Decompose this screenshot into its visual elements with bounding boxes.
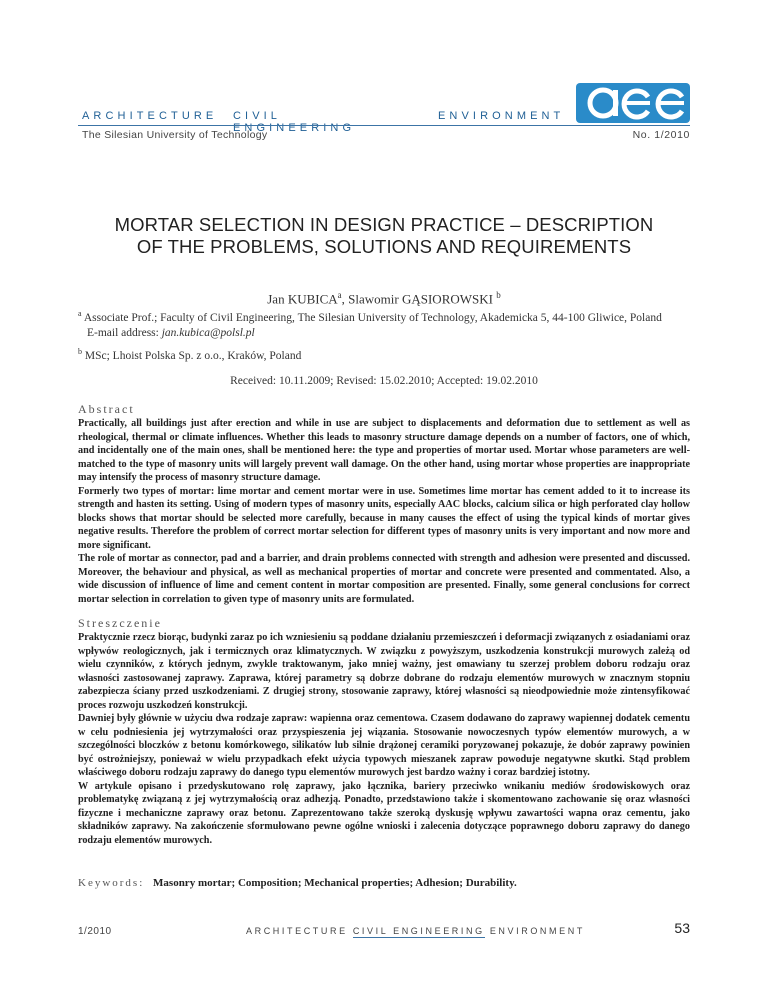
author-list: Jan KUBICA$^a$, Slawomir GĄSIOROWSKI $^b$ <box>267 290 501 307</box>
footer-word-environment: ENVIRONMENT <box>489 926 585 936</box>
streszczenie-heading: Streszczenie <box>78 616 162 630</box>
ace-logo <box>576 83 690 123</box>
university-name: The Silesian University of Technology <box>82 129 268 141</box>
affiliation-a-mark: a <box>78 309 82 318</box>
affiliation-a <box>78 306 662 341</box>
footer-word-architecture: ARCHITECTURE <box>246 926 348 936</box>
affiliation-b-mark: b <box>78 347 82 356</box>
logo-letter-e2-bar <box>658 101 684 105</box>
paper-title <box>78 214 690 258</box>
title-line-1: MORTAR SELECTION IN DESIGN PRACTICE – DESCRIPTION <box>114 214 654 235</box>
author-2-name: Slawomir GĄSIOROWSKI <box>348 291 493 307</box>
streszczenie-paragraph-1: Praktycznie rzecz biorąc, budynki zaraz po ich wzniesieniu są poddane działaniu przemieszczeń i deformacji związanych z osiadaniami oraz wpływów reologicznych, jak i termicznych oraz klimatycznych. W związku z powyższym, uszkodzenia konstrukcji murowych zależą od wielu czynników, z których jednym, zwykle traktowanym, jako mniej ważny, jest omawiany tu szerzej problem doboru rodzaju oraz własności zastosowanej zaprawy. Zaprawa, której parametry są dobrze dobrane do rodzaju elementów murowych w znacznym stopniu zabezpiecza ściany przed uszkodzeniami. Z drugiej strony, stosowanie zaprawy, której własności są nieodpowiednie może zintensyfikować proces rozwoju uszkodzeń konstrukcji. <box>78 632 690 711</box>
abstract-paragraph-3: The role of mortar as connector, pad and a barrier, and drain problems connected with strength and adhesion were presented and discussed. Moreover, the behaviour and physical, as well as mechanical properties of mortar and concrete were presented and commentated. Also, a wide discussion of influence of lime and cement content in mortar composition are presented. Finally, some general conclusions for correct mortar selection in correlation to given type of masonry units are formulated. <box>78 553 690 605</box>
email-address: jan.kubica@polsl.pl <box>161 326 255 339</box>
abstract-body <box>78 417 690 606</box>
abstract-heading: Abstract <box>78 402 135 416</box>
submission-dates: Received: 10.11.2009; Revised: 15.02.2010; Accepted: 19.02.2010 <box>230 375 538 387</box>
author-2-mark: b <box>496 290 501 300</box>
logo-letter-a-stem <box>613 90 618 116</box>
keywords <box>78 877 517 889</box>
footer-journal-name <box>246 926 585 936</box>
footer-issue: 1/2010 <box>78 926 112 937</box>
abstract-paragraph-2: Formerly two types of mortar: lime mortar and cement mortar were in use. Sometimes lime mortar has cement added to it to increase its strength and hasten its setting. Using of modern types of masonry units, especially AAC blocks, calcium silica or high perforated clay hollow blocks shows that mortar should be selected more carefully, because in many causes the effect of using the typical kinds of mortar gives negative results. Therefore the problem of correct mortar selection for different types of masonry units is very important and now more and more significant. <box>78 485 690 551</box>
streszczenie-paragraph-2: Dawniej były głównie w użyciu dwa rodzaje zapraw: wapienna oraz cementowa. Czasem dodawano do zaprawy wapiennej dodatek cementu w celu podniesienia jej wytrzymałości oraz przyspieszenia jej wiązania. Stosowanie nowoczesnych typów elementów murowych, a w szczególności bloczków z betonu komórkowego, silikatów lub silnie drążonej ceramiki poryzowanej pokazuje, że dobór zaprawy powinien być ostrożniejszy, ponieważ w wielu przypadkach efekt użycia typowych mieszanek zapraw powoduje negatywne skutki. Stąd problem właściwego doboru rodzaju zaprawy do danego typu elementów murowych jest bardzo ważny i coraz bardziej istotny. <box>78 713 690 778</box>
streszczenie-paragraph-3: W artykule opisano i przedyskutowano rolę zaprawy, jako łącznika, bariery przeciwko wnikaniu mediów środowiskowych oraz problematykę związaną z jej wytrzymałością oraz adhezją. Ponadto, przedstawiono także i skomentowano zachowanie się oraz własności fizyczne i mechaniczne zaprawy oraz betonu. Zaprezentowano także szeroką dyskusję wpływu zawartości wapna oraz cementu, jako składników zaprawy. Na zakończenie sformułowano pewne ogólne wnioski i zalecenia dotyczące poprawnego doboru zaprawy do danego rodzaju elementów murowych. <box>78 780 690 846</box>
affiliation-b-text: MSc; Lhoist Polska Sp. z o.o., Kraków, Poland <box>84 349 302 362</box>
author-1-name: Jan KUBICA <box>267 291 338 307</box>
email-label: E-mail address: <box>87 326 159 339</box>
affiliation-a-text: Associate Prof.; Faculty of Civil Engineering, The Silesian University of Technology, Akademicka 5, 44-100 Gliwice, Poland <box>83 311 662 324</box>
title-line-2: OF THE PROBLEMS, SOLUTIONS AND REQUIREMENTS <box>136 236 632 257</box>
keywords-text: Masonry mortar; Composition; Mechanical properties; Adhesion; Durability. <box>153 877 517 889</box>
footer-word-civil-engineering: CIVIL ENGINEERING <box>352 926 485 936</box>
logo-letter-e1-bar <box>624 101 650 105</box>
journal-word-environment: ENVIRONMENT <box>438 110 565 122</box>
page-number: 53 <box>674 920 690 936</box>
affiliation-b <box>78 344 301 364</box>
header-rule <box>78 125 690 126</box>
author-1-mark: a <box>337 290 342 300</box>
streszczenie-body <box>78 631 690 847</box>
abstract-paragraph-1: Practically, all buildings just after erection and while in use are subject to displacements and deformation due to settlement as well as rheological, thermal or climate influences. Whether this leads to masonry structure damage depends on a number of factors, one of which, and incidentally one of the main ones, shall be mentioned here: the type and properties of mortar used. Mortar whose parameters are well-matched to the type of masonry units will largely prevent wall damage. On the other hand, using mortar whose properties are inappropriate may intensify the process of masonry structure damage. <box>78 418 690 483</box>
journal-word-architecture: ARCHITECTURE <box>82 110 218 122</box>
journal-word-civil-engineering: CIVIL ENGINEERING <box>233 110 356 134</box>
issue-number: No. 1/2010 <box>632 129 690 141</box>
keywords-label: Keywords: <box>78 877 145 889</box>
